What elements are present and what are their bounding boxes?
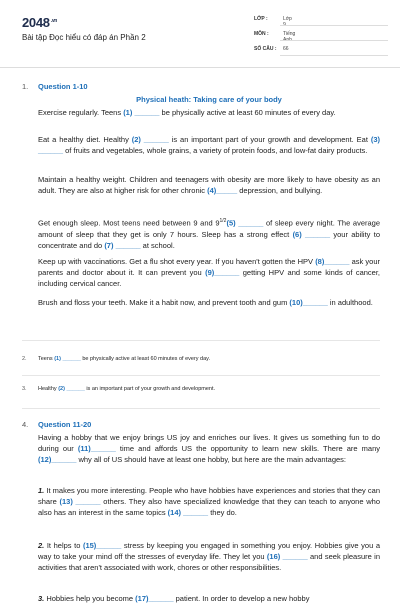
passage-text: be physically active at least 60 minutes of every day. <box>159 108 336 117</box>
passage-text: Maintain a healthy weight. Children and teenagers with obesity are more likely to have obesity as an adult. They are also at higher risk for other chronic <box>38 175 380 195</box>
passage-text: Keep up with vaccinations. Get a flu shot every year. If you haven't gotten the HPV <box>38 257 316 266</box>
passage-text: Brush and floss your teeth. Make it a habit now, and prevent tooth and gum <box>38 298 290 307</box>
answer-blank: (1) ______ <box>123 108 160 117</box>
passage-text: and seek pleasure in activities that aren't associated with work, chores or other responsibilities. <box>38 552 380 572</box>
passage-text: Eat a healthy diet. Healthy <box>38 135 132 144</box>
question-2-text <box>38 356 210 362</box>
answer-blank: (10)______ <box>289 298 328 307</box>
question-divider <box>22 340 380 341</box>
passage-paragraph <box>38 540 380 573</box>
passage-paragraph <box>38 432 380 465</box>
answer-blank: (16) ______ <box>266 552 308 561</box>
answer-blank: (3) ______ <box>38 135 380 155</box>
header-divider <box>0 67 400 68</box>
passage-paragraph <box>38 485 380 518</box>
answer-blank: (2) ______ <box>131 135 169 144</box>
passage-text: depression, and bullying. <box>237 186 323 195</box>
passage-paragraph <box>38 256 380 289</box>
passage-paragraph <box>38 174 380 196</box>
page-header <box>0 0 400 66</box>
question-number: 4. <box>22 420 29 429</box>
logo-tld: .vn <box>50 18 58 24</box>
answer-blank: (9)______ <box>205 268 240 277</box>
passage-text: of sleep every night. The average amount of sleep that they get is only 7 hours. Sleep has a strong effect <box>38 218 381 239</box>
passage-text: be physically active at least 60 minutes of every day. <box>80 356 211 362</box>
answer-blank: (17)______ <box>135 594 174 603</box>
answer-blank: (1) ______ <box>54 356 81 362</box>
document-title: Bài tập Đọc hiểu có đáp án Phần 2 <box>22 33 146 42</box>
meta-label: SỐ CÂU : <box>254 46 277 52</box>
passage-text: stress by keeping you engaged in something you enjoy. Hobbies give you a way to take your mind off the stresses of everyday life. They let you <box>38 541 380 561</box>
passage-paragraph <box>38 593 380 604</box>
passage-text: getting HPV and some kinds of cancer, including cervical cancer. <box>38 268 380 288</box>
passage-paragraph <box>38 107 380 118</box>
passage-text: Teens <box>38 356 55 362</box>
meta-underline <box>280 55 388 56</box>
answer-blank: (13) ______ <box>59 497 101 506</box>
answer-blank: (6) ______ <box>292 229 331 239</box>
passage-text: Get enough sleep. Most teens need between 9 and 9 <box>38 218 220 228</box>
superscript-text: 1/2 <box>219 218 227 224</box>
answer-blank: (15)______ <box>82 541 122 550</box>
passage-title: Physical heath: Taking care of your body <box>136 95 282 104</box>
passage-text: patient. In order to develop a new hobby <box>173 594 310 603</box>
meta-underline <box>280 40 388 41</box>
passage-text: Exercise regularly. Teens <box>38 108 124 117</box>
passage-text: Having a hobby that we enjoy brings US joy and enriches our lives. It gives us something fun to do during our <box>38 433 380 453</box>
answer-blank: (12)______ <box>38 455 77 464</box>
meta-value: Lớp 9 <box>283 16 292 28</box>
passage-text: is an important part of your growth and development. Eat <box>168 135 371 144</box>
passage-text: others. They also have specialized knowledge that they can teach to anyone who also has an interest in the same topics <box>38 497 380 517</box>
answer-blank: (2) ______ <box>58 386 85 392</box>
passage-text: It makes you more interesting. People who have hobbies have experiences and stories that they can share <box>38 486 380 506</box>
point-number: 3. <box>38 594 45 603</box>
meta-value: Tiếng Anh <box>283 31 296 43</box>
question-divider <box>22 408 380 409</box>
passage-text: in adulthood. <box>327 298 373 307</box>
answer-blank: (11)______ <box>77 444 116 453</box>
passage-text: why all of US should have at least one hobby, but here are the main advantages: <box>76 455 346 464</box>
answer-blank: (7) ______ <box>104 240 141 250</box>
passage-text: your ability to concentrate and do <box>38 229 380 250</box>
passage-text: It helps to <box>44 541 83 550</box>
passage-paragraph <box>38 297 380 308</box>
meta-label: MÔN : <box>254 31 269 37</box>
answer-blank: (8)______ <box>315 257 350 266</box>
meta-underline <box>280 25 388 26</box>
meta-label: LỚP : <box>254 16 268 22</box>
passage-text: at school. <box>140 240 175 250</box>
point-number: 1. <box>38 486 45 495</box>
meta-value: 66 <box>283 46 289 52</box>
passage-text: ask your parents and doctor about it. It can prevent you <box>38 257 380 277</box>
question-3-text <box>38 386 215 392</box>
answer-blank: (4)_____ <box>207 186 238 195</box>
passage-text: time and affords US the opportunity to learn new skills. There are many <box>115 444 380 453</box>
passage-text: is an important part of your growth and development. <box>84 386 216 392</box>
passage-paragraph <box>38 134 380 156</box>
passage-paragraph <box>38 216 380 251</box>
passage-text: Hobbies help you become <box>44 594 136 603</box>
site-logo[interactable] <box>22 15 57 30</box>
passage-text: of fruits and vegetables, whole grains, a variety of protein foods, and low-fat dairy products. <box>63 146 368 155</box>
question-divider <box>22 375 380 376</box>
question-heading: Question 11-20 <box>38 420 92 429</box>
passage-text: Healthy <box>38 386 59 392</box>
logo-text: 2048 <box>22 15 50 30</box>
passage-text: they do. <box>208 508 237 517</box>
point-number: 2. <box>38 541 45 550</box>
answer-blank: (5) ______ <box>226 218 264 228</box>
question-number: 1. <box>22 82 29 91</box>
answer-blank: (14) ______ <box>167 508 209 517</box>
question-heading: Question 1-10 <box>38 82 88 91</box>
question-number: 3. <box>22 386 27 392</box>
question-number: 2. <box>22 356 27 362</box>
